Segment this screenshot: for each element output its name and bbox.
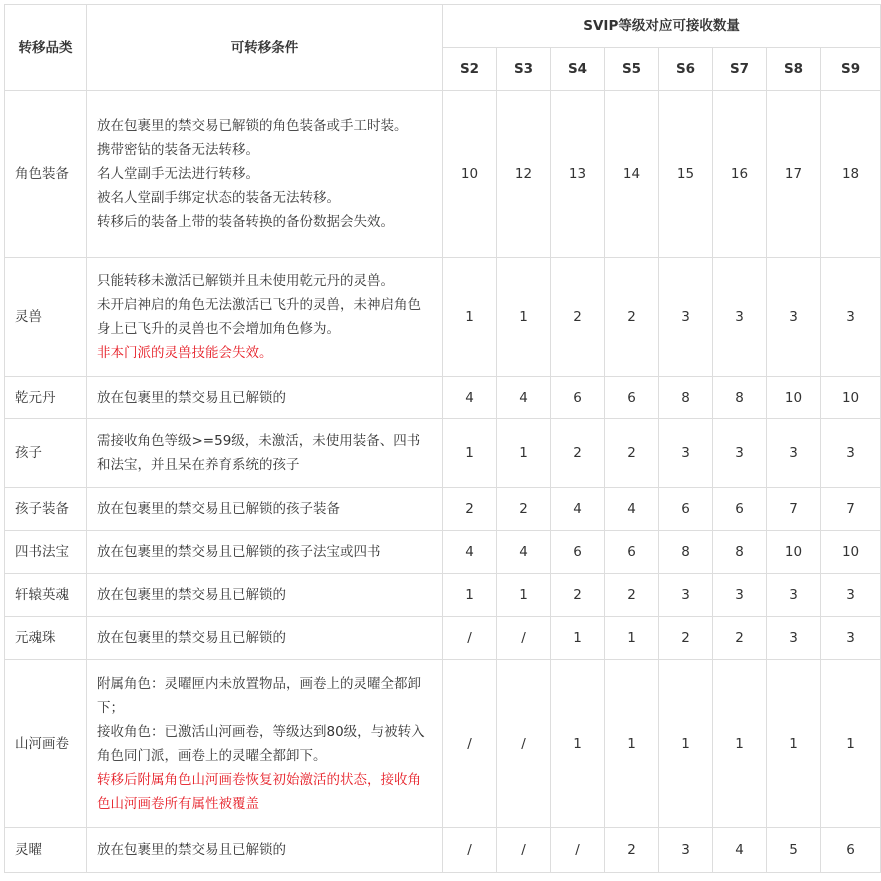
value-cell-s3: 4: [497, 377, 551, 419]
condition-line: 接收角色：已激活山河画卷，等级达到80级，与被转入角色同门派，画卷上的灵曜全都卸下。: [97, 723, 425, 764]
row-category: 乾元丹: [5, 377, 87, 419]
row-category: 四书法宝: [5, 531, 87, 574]
condition-line: 被名人堂副手绑定状态的装备无法转移。: [97, 190, 340, 206]
row-category: 轩辕英魂: [5, 574, 87, 617]
row-condition: [87, 91, 443, 258]
condition-line: 只能转移未激活已解锁并且未使用乾元丹的灵兽。: [97, 273, 394, 289]
value-cell-s8: 3: [767, 258, 821, 377]
header-svip-group: SVIP等级对应可接收数量: [443, 5, 881, 48]
row-condition: [87, 258, 443, 377]
value-cell-s9: 10: [821, 377, 881, 419]
condition-line: 需接收角色等级>=59级，未激活，未使用装备、四书和法宝，并且呆在养育系统的孩子: [97, 433, 421, 473]
condition-line: 放在包裹里的禁交易且已解锁的: [97, 587, 286, 603]
value-cell-s7: 3: [713, 258, 767, 377]
value-cell-s6: 3: [659, 258, 713, 377]
row-condition: [87, 488, 443, 531]
condition-line: 放在包裹里的禁交易且已解锁的: [97, 389, 286, 406]
value-cell-s7: 3: [713, 574, 767, 617]
value-cell-s5: 6: [605, 531, 659, 574]
header-level-s7: S7: [713, 48, 767, 91]
value-cell-s4: 6: [551, 531, 605, 574]
header-level-s5: S5: [605, 48, 659, 91]
row-condition: [87, 574, 443, 617]
value-cell-s2: 1: [443, 258, 497, 377]
value-cell-s6: 3: [659, 419, 713, 488]
value-cell-s7: 8: [713, 531, 767, 574]
value-cell-s8: 3: [767, 419, 821, 488]
condition-line: 放在包裹里的禁交易且已解锁的: [97, 630, 286, 646]
condition-line: 转移后的装备上带的装备转换的备份数据会失效。: [97, 214, 394, 230]
value-cell-s9: 3: [821, 258, 881, 377]
row-condition: [87, 828, 443, 873]
value-cell-s3: /: [497, 828, 551, 873]
value-cell-s2: 1: [443, 574, 497, 617]
condition-line: 附属角色：灵曜匣内未放置物品，画卷上的灵曜全都卸下；: [97, 675, 421, 716]
row-category: 灵曜: [5, 828, 87, 873]
value-cell-s3: 1: [497, 419, 551, 488]
value-cell-s8: 10: [767, 377, 821, 419]
value-cell-s5: 2: [605, 258, 659, 377]
value-cell-s8: 7: [767, 488, 821, 531]
row-condition: [87, 377, 443, 419]
value-cell-s7: 2: [713, 617, 767, 660]
value-cell-s6: 1: [659, 660, 713, 828]
value-cell-s6: 8: [659, 377, 713, 419]
value-cell-s4: 1: [551, 660, 605, 828]
header-level-s6: S6: [659, 48, 713, 91]
row-category: 孩子: [5, 419, 87, 488]
table-row: [5, 377, 881, 419]
value-cell-s6: 6: [659, 488, 713, 531]
value-cell-s5: 14: [605, 91, 659, 258]
table-head: [5, 5, 881, 91]
value-cell-s3: /: [497, 617, 551, 660]
value-cell-s9: 3: [821, 617, 881, 660]
value-cell-s2: 10: [443, 91, 497, 258]
value-cell-s6: 3: [659, 574, 713, 617]
value-cell-s4: 2: [551, 574, 605, 617]
row-category: 孩子装备: [5, 488, 87, 531]
value-cell-s7: 16: [713, 91, 767, 258]
value-cell-s5: 2: [605, 574, 659, 617]
value-cell-s4: 1: [551, 617, 605, 660]
value-cell-s8: 3: [767, 617, 821, 660]
value-cell-s2: 4: [443, 377, 497, 419]
row-category: 灵兽: [5, 258, 87, 377]
condition-line: 未开启神启的角色无法激活已飞升的灵兽，未神启角色身上已飞升的灵兽也不会增加角色修为。: [97, 297, 421, 337]
header-level-s8: S8: [767, 48, 821, 91]
value-cell-s4: /: [551, 828, 605, 873]
value-cell-s2: 2: [443, 488, 497, 531]
header-category: 转移品类: [5, 5, 87, 91]
value-cell-s8: 5: [767, 828, 821, 873]
value-cell-s3: 1: [497, 574, 551, 617]
value-cell-s6: 8: [659, 531, 713, 574]
table-row: [5, 574, 881, 617]
header-level-s3: S3: [497, 48, 551, 91]
value-cell-s3: 1: [497, 258, 551, 377]
table-row: [5, 91, 881, 258]
condition-warning-line: 转移后附属角色山河画卷恢复初始激活的状态，接收角色山河画卷所有属性被覆盖: [97, 771, 421, 812]
value-cell-s8: 1: [767, 660, 821, 828]
value-cell-s9: 3: [821, 574, 881, 617]
value-cell-s7: 1: [713, 660, 767, 828]
value-cell-s4: 4: [551, 488, 605, 531]
table-row: [5, 828, 881, 873]
transfer-table: [4, 4, 881, 873]
table-row: [5, 660, 881, 828]
value-cell-s2: /: [443, 828, 497, 873]
value-cell-s9: 6: [821, 828, 881, 873]
value-cell-s5: 4: [605, 488, 659, 531]
value-cell-s2: 4: [443, 531, 497, 574]
value-cell-s8: 3: [767, 574, 821, 617]
row-category: 山河画卷: [5, 660, 87, 828]
value-cell-s6: 15: [659, 91, 713, 258]
condition-line: 放在包裹里的禁交易且已解锁的孩子装备: [97, 501, 340, 517]
value-cell-s6: 3: [659, 828, 713, 873]
header-condition: 可转移条件: [87, 5, 443, 91]
value-cell-s9: 10: [821, 531, 881, 574]
value-cell-s5: 1: [605, 660, 659, 828]
value-cell-s3: /: [497, 660, 551, 828]
condition-line: 放在包裹里的禁交易已解锁的角色装备或手工时装。: [97, 118, 408, 134]
header-level-s2: S2: [443, 48, 497, 91]
row-condition: [87, 617, 443, 660]
row-condition: [87, 531, 443, 574]
table-row: [5, 488, 881, 531]
value-cell-s7: 8: [713, 377, 767, 419]
condition-warning-line: 非本门派的灵兽技能会失效。: [97, 345, 273, 361]
value-cell-s8: 10: [767, 531, 821, 574]
condition-line: 名人堂副手无法进行转移。: [97, 166, 259, 182]
value-cell-s9: 18: [821, 91, 881, 258]
value-cell-s3: 2: [497, 488, 551, 531]
value-cell-s4: 2: [551, 258, 605, 377]
value-cell-s7: 6: [713, 488, 767, 531]
row-category: 元魂珠: [5, 617, 87, 660]
value-cell-s9: 7: [821, 488, 881, 531]
value-cell-s9: 3: [821, 419, 881, 488]
value-cell-s7: 3: [713, 419, 767, 488]
value-cell-s2: 1: [443, 419, 497, 488]
condition-line: 放在包裹里的禁交易且已解锁的孩子法宝或四书: [97, 544, 381, 560]
row-category: 角色装备: [5, 91, 87, 258]
table-row: [5, 258, 881, 377]
value-cell-s5: 1: [605, 617, 659, 660]
row-condition: [87, 660, 443, 828]
value-cell-s3: 12: [497, 91, 551, 258]
value-cell-s7: 4: [713, 828, 767, 873]
value-cell-s2: /: [443, 660, 497, 828]
value-cell-s4: 6: [551, 377, 605, 419]
value-cell-s6: 2: [659, 617, 713, 660]
header-level-s9: S9: [821, 48, 881, 91]
value-cell-s4: 2: [551, 419, 605, 488]
value-cell-s5: 2: [605, 419, 659, 488]
table-row: [5, 531, 881, 574]
table-row: [5, 617, 881, 660]
value-cell-s2: /: [443, 617, 497, 660]
value-cell-s8: 17: [767, 91, 821, 258]
condition-line: 放在包裹里的禁交易且已解锁的: [97, 842, 286, 858]
condition-line: 携带密钻的装备无法转移。: [97, 142, 259, 158]
table-row: [5, 419, 881, 488]
value-cell-s3: 4: [497, 531, 551, 574]
table-body: [5, 91, 881, 873]
value-cell-s9: 1: [821, 660, 881, 828]
row-condition: [87, 419, 443, 488]
value-cell-s4: 13: [551, 91, 605, 258]
header-level-s4: S4: [551, 48, 605, 91]
value-cell-s5: 2: [605, 828, 659, 873]
value-cell-s5: 6: [605, 377, 659, 419]
